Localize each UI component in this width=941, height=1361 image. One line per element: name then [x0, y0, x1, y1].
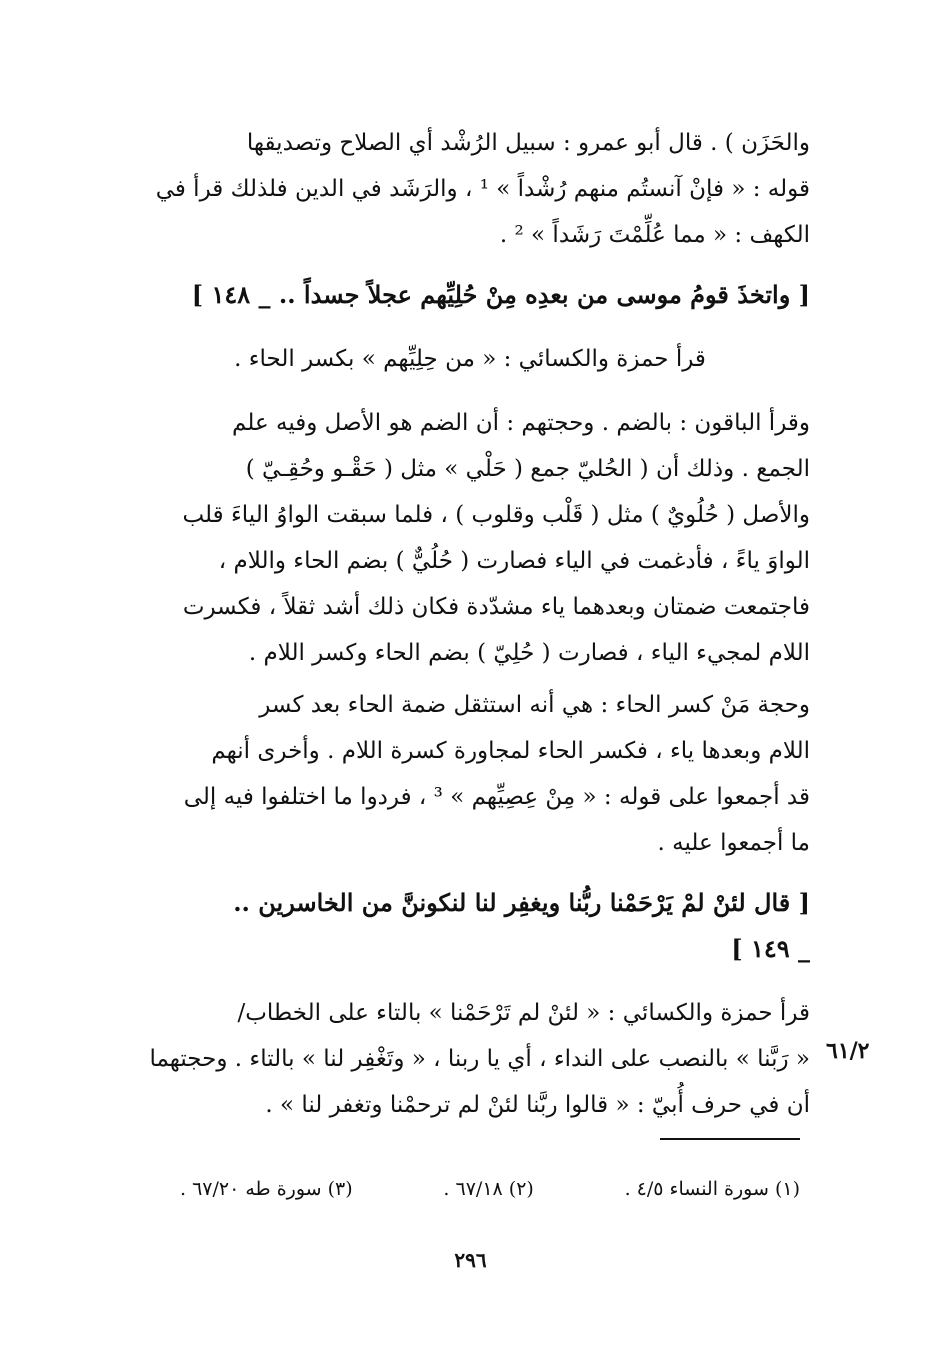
text-line: قرأ حمزة والكسائي : « لئنْ لم تَرْحَمْنا » بالتاء على الخطاب/	[237, 1000, 810, 1026]
text-line: « رَبَّنا » بالنصب على النداء ، أي يا ربنا ، « وتَغْفِر لنا » بالتاء . وحجتهما	[149, 1046, 810, 1072]
text-line: الواوَ ياءً ، فأدغمت في الياء فصارت ( حُلُيٌّ ) بضم الحاء واللام ،	[218, 548, 810, 574]
verse-148	[130, 272, 810, 318]
text-line: اللام لمجيء الياء ، فصارت ( حُلِيّ ) بضم الحاء وكسر اللام .	[248, 640, 810, 666]
text-line: الجمع . وذلك أن ( الحُليّ جمع ( حَلْي » مثل ( حَقْـو وحُقِـيّ )	[245, 456, 810, 482]
text-line: أن في حرف أُبيّ : « قالوا ربَّنا لئنْ لم ترحمْنا وتغفر لنا » .	[265, 1092, 810, 1118]
text-line: قوله : « فإنْ آنستُم منهم رُشْداً » ¹ ، والرَشَد في الدين فلذلك قرأ في	[155, 176, 810, 202]
footnote-divider	[660, 1138, 800, 1140]
text-line: والأصل ( حُلُويٌ ) مثل ( قَلْب وقلوب ) ، فلما سبقت الواوُ الياءَ قلب	[182, 502, 810, 528]
verse-line: _ ١٤٩ ]	[731, 934, 810, 963]
footnote-3: (٣) سورة طه ٦٧/٢٠ .	[180, 1178, 353, 1200]
verse-line: [ قال لئنْ لمْ يَرْحَمْنا ربُّنا ويغفِر لنا لنكوننَّ من الخاسرين ..	[233, 888, 810, 917]
footnote-2: (٢) ٦٧/١٨ .	[443, 1178, 534, 1200]
text-line: وحجة مَنْ كسر الحاء : هي أنه استثقل ضمة الحاء بعد كسر	[259, 692, 810, 718]
text-line: الكهف : « مما عُلِّمْتَ رَشَداً » ² .	[499, 222, 810, 248]
footnotes	[180, 1178, 800, 1200]
text-line: والحَزَن ) . قال أبو عمرو : سبيل الرُشْد أي الصلاح وتصديقها	[246, 130, 810, 156]
paragraph-2	[130, 400, 810, 676]
paragraph-4	[130, 990, 810, 1128]
reading-148	[130, 336, 810, 382]
paragraph-3	[130, 682, 810, 866]
verse-149	[130, 880, 810, 972]
text-line: قد أجمعوا على قوله : « مِنْ عِصِيِّهم » ³ ، فردوا ما اختلفوا فيه إلى	[183, 784, 810, 810]
text-line: وقرأ الباقون : بالضم . وحجتهم : أن الضم هو الأصل وفيه علم	[232, 410, 810, 436]
text-line: اللام وبعدها ياء ، فكسر الحاء لمجاورة كسرة اللام . وأخرى أنهم	[211, 738, 810, 764]
text-line: فاجتمعت ضمتان وبعدهما ياء مشدّدة فكان ذلك أشد ثقلاً ، فكسرت	[182, 594, 810, 620]
text-line: ما أجمعوا عليه .	[657, 830, 810, 856]
footnote-1: (١) سورة النساء ٤/٥ .	[624, 1178, 800, 1200]
margin-note: ٦١/٢	[826, 1038, 870, 1064]
paragraph-1	[130, 120, 810, 258]
verse-line: [ واتخذَ قومُ موسى من بعدِه مِنْ حُلِيِّهم عجلاً جسداً .. _ ١٤٨ ]	[191, 280, 810, 309]
page-number: ٢٩٦	[454, 1248, 487, 1272]
text-line: قرأ حمزة والكسائي : « من حِلِيِّهم » بكسر الحاء .	[234, 346, 706, 372]
